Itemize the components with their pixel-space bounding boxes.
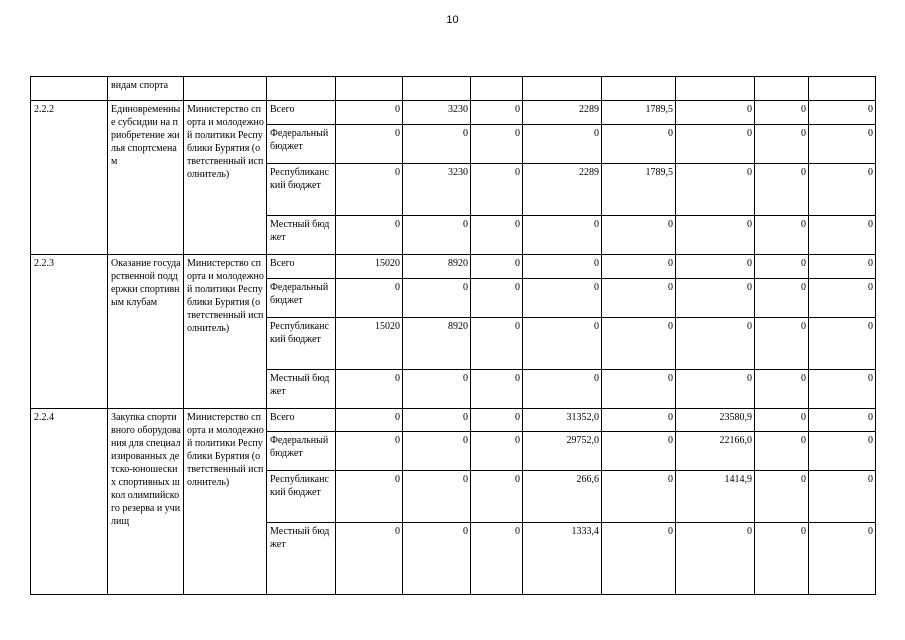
amount-cell: 0 — [471, 318, 523, 370]
budget-table — [30, 76, 876, 595]
amount-cell: 0 — [336, 164, 403, 216]
funding-source: Республиканский бюджет — [267, 318, 336, 370]
page-number: 10 — [446, 14, 459, 26]
amount-cell: 0 — [471, 216, 523, 255]
amount-cell: 0 — [471, 101, 523, 125]
amount-cell: 0 — [336, 471, 403, 523]
amount-cell: 0 — [336, 101, 403, 125]
amount-cell: 0 — [602, 318, 676, 370]
amount-cell: 0 — [471, 125, 523, 164]
amount-cell: 22166,0 — [676, 432, 755, 471]
amount-cell: 8920 — [403, 318, 471, 370]
amount-cell: 0 — [403, 216, 471, 255]
amount-cell: 0 — [602, 432, 676, 471]
amount-cell: 29752,0 — [523, 432, 602, 471]
amount-cell: 0 — [676, 370, 755, 409]
table-row — [31, 101, 876, 125]
amount-cell: 0 — [336, 409, 403, 432]
measure-executor: Министерство спорта и молодежной политики Республики Бурятия (ответственный исполнитель) — [184, 409, 267, 595]
amount-cell: 0 — [809, 164, 876, 216]
amount-cell: 0 — [336, 432, 403, 471]
amount-cell: 0 — [403, 523, 471, 595]
continuation-label: видам спорта — [108, 77, 184, 101]
amount-cell: 0 — [809, 279, 876, 318]
amount-cell: 0 — [336, 125, 403, 164]
amount-cell: 0 — [809, 471, 876, 523]
amount-cell: 0 — [523, 279, 602, 318]
continuation-row — [31, 77, 876, 101]
amount-cell: 0 — [755, 523, 809, 595]
amount-cell: 31352,0 — [523, 409, 602, 432]
amount-cell: 3230 — [403, 164, 471, 216]
amount-cell: 0 — [676, 216, 755, 255]
measure-executor: Министерство спорта и молодежной политики Республики Бурятия (ответственный исполнитель) — [184, 255, 267, 409]
amount-cell: 0 — [809, 318, 876, 370]
amount-cell: 0 — [755, 409, 809, 432]
amount-cell: 0 — [523, 370, 602, 409]
amount-cell: 8920 — [403, 255, 471, 279]
amount-cell: 0 — [755, 125, 809, 164]
measure-code: 2.2.3 — [31, 255, 108, 409]
amount-cell: 0 — [755, 370, 809, 409]
amount-cell: 0 — [471, 255, 523, 279]
amount-cell: 0 — [755, 318, 809, 370]
amount-cell: 0 — [602, 255, 676, 279]
funding-source: Местный бюджет — [267, 216, 336, 255]
amount-cell: 0 — [403, 471, 471, 523]
funding-source: Федеральный бюджет — [267, 432, 336, 471]
amount-cell: 0 — [602, 279, 676, 318]
amount-cell: 0 — [602, 216, 676, 255]
amount-cell: 0 — [755, 216, 809, 255]
amount-cell: 0 — [809, 101, 876, 125]
funding-source: Местный бюджет — [267, 370, 336, 409]
amount-cell: 0 — [523, 318, 602, 370]
amount-cell: 0 — [523, 255, 602, 279]
amount-cell: 0 — [471, 432, 523, 471]
measure-name: Оказание государственной поддержки спортивным клубам — [108, 255, 184, 409]
funding-source: Местный бюджет — [267, 523, 336, 595]
funding-source: Всего — [267, 101, 336, 125]
amount-cell: 0 — [755, 255, 809, 279]
amount-cell: 0 — [676, 318, 755, 370]
amount-cell: 0 — [336, 523, 403, 595]
amount-cell: 0 — [676, 279, 755, 318]
funding-source: Республиканский бюджет — [267, 471, 336, 523]
amount-cell: 0 — [471, 370, 523, 409]
amount-cell: 0 — [523, 125, 602, 164]
amount-cell: 0 — [336, 370, 403, 409]
funding-source: Федеральный бюджет — [267, 279, 336, 318]
amount-cell: 0 — [602, 409, 676, 432]
amount-cell: 15020 — [336, 255, 403, 279]
amount-cell: 15020 — [336, 318, 403, 370]
funding-source: Всего — [267, 255, 336, 279]
amount-cell: 0 — [755, 432, 809, 471]
amount-cell: 23580,9 — [676, 409, 755, 432]
amount-cell: 0 — [755, 164, 809, 216]
measure-name: Единовременные субсидии на приобретение жилья спортсменам — [108, 101, 184, 255]
amount-cell: 0 — [809, 432, 876, 471]
amount-cell: 1789,5 — [602, 164, 676, 216]
amount-cell: 0 — [676, 101, 755, 125]
amount-cell: 0 — [676, 523, 755, 595]
amount-cell: 3230 — [403, 101, 471, 125]
amount-cell: 0 — [809, 125, 876, 164]
amount-cell: 1789,5 — [602, 101, 676, 125]
amount-cell: 0 — [403, 279, 471, 318]
amount-cell: 0 — [676, 164, 755, 216]
amount-cell: 0 — [471, 471, 523, 523]
table-body — [31, 77, 876, 595]
amount-cell: 0 — [336, 279, 403, 318]
amount-cell: 0 — [602, 523, 676, 595]
amount-cell: 1333,4 — [523, 523, 602, 595]
amount-cell: 0 — [676, 125, 755, 164]
amount-cell: 2289 — [523, 164, 602, 216]
amount-cell: 0 — [471, 523, 523, 595]
amount-cell: 0 — [403, 432, 471, 471]
measure-code: 2.2.2 — [31, 101, 108, 255]
amount-cell: 0 — [809, 409, 876, 432]
amount-cell: 2289 — [523, 101, 602, 125]
amount-cell: 0 — [755, 101, 809, 125]
funding-source: Федеральный бюджет — [267, 125, 336, 164]
amount-cell: 0 — [471, 409, 523, 432]
amount-cell: 0 — [602, 370, 676, 409]
measure-executor: Министерство спорта и молодежной политики Республики Бурятия (ответственный исполнитель) — [184, 101, 267, 255]
amount-cell: 0 — [523, 216, 602, 255]
amount-cell: 0 — [403, 409, 471, 432]
amount-cell: 0 — [809, 216, 876, 255]
amount-cell: 0 — [755, 279, 809, 318]
measure-name: Закупка спортивного оборудования для специализированных детско-юношеских спортивных школ олимпийского резерва и училищ — [108, 409, 184, 595]
funding-source: Республиканский бюджет — [267, 164, 336, 216]
amount-cell: 0 — [809, 523, 876, 595]
amount-cell: 0 — [602, 125, 676, 164]
amount-cell: 0 — [471, 279, 523, 318]
amount-cell: 0 — [755, 471, 809, 523]
amount-cell: 0 — [602, 471, 676, 523]
amount-cell: 0 — [336, 216, 403, 255]
measure-code: 2.2.4 — [31, 409, 108, 595]
amount-cell: 0 — [471, 164, 523, 216]
amount-cell: 0 — [676, 255, 755, 279]
table-row — [31, 409, 876, 432]
amount-cell: 1414,9 — [676, 471, 755, 523]
table-row — [31, 255, 876, 279]
amount-cell: 0 — [403, 125, 471, 164]
amount-cell: 0 — [809, 255, 876, 279]
amount-cell: 0 — [403, 370, 471, 409]
amount-cell: 0 — [809, 370, 876, 409]
funding-source: Всего — [267, 409, 336, 432]
amount-cell: 266,6 — [523, 471, 602, 523]
